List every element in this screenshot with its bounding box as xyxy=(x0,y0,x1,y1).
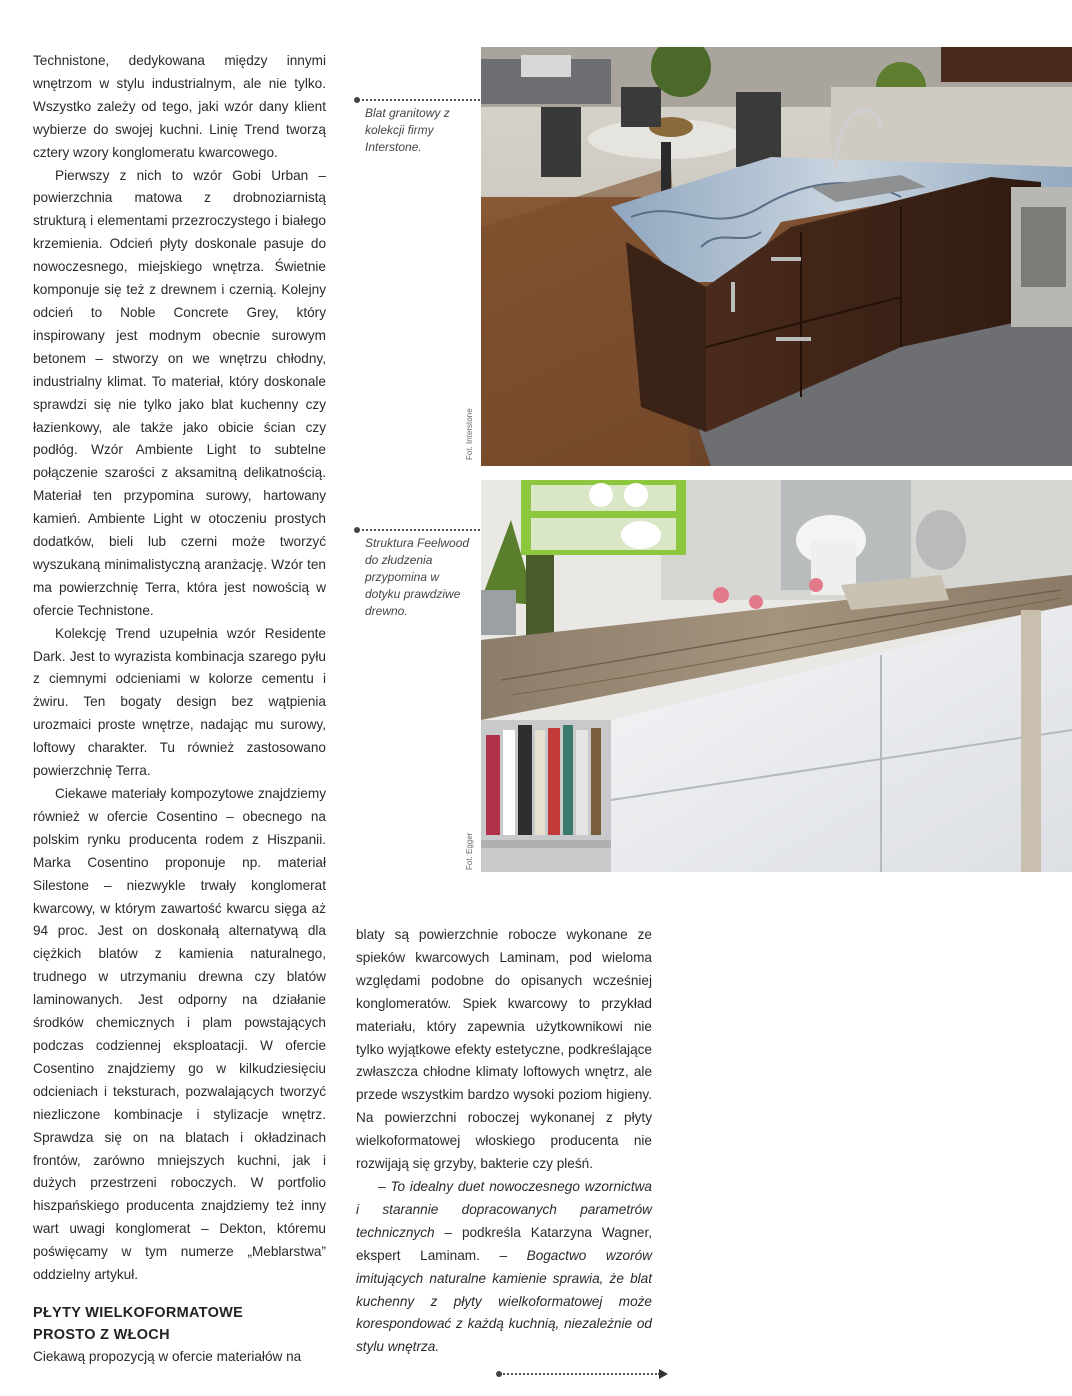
photo-credit: Fot. Egger xyxy=(465,832,474,870)
paragraph: Kolekcję Trend uzupełnia wzór Residente Dark. Jest to wyrazista kombinacja szarego pyłu z ciemnymi odcieniami w kolorze cementu i żwiru. Ten bogaty design bez wątpienia urozmaici proste wnętrze, nadając mu surowy, loftowy charakter. Tu również zastosowano powierzchnię Terra. xyxy=(33,625,326,779)
paragraph: Pierwszy z nich to wzór Gobi Urban – powierzchnia matowa z drobnoziarnistą strukturą i elementami przezroczystego i białego krzemienia. Odcień płyty doskonale pasuje do nowoczesnego, miejskiego wnętrza. Świetnie komponuje się też z drewnem i czernią. Kolejny odcień to Noble Concrete Grey, który inspirowany jest modnym obecnie surowym betonem – stworzy on we wnętrzu chłodny, industrialny klimat. To materiał, który doskonale sprawdzi się nie tylko jako blat kuchenny czy łazienkowy, ale także jako obicie ścian czy podłóg. Wzór Ambiente Light to subtelne połączenie szarości z aksamitną delikatnością. Materiał ten przypomina surowy, hartowany kamień. Ambiente Light w otoczeniu prostych dodatków, bieli lub czerni może tworzyć wyszukaną minimalistyczną aranżację. Wzór ten ma powierzchnię Terra, która jest nowością w ofercie Technistone. xyxy=(33,167,326,618)
quote-italic: To idealny duet nowoczesnego wzornictwa i starannie dopracowanych parametrów technicznych xyxy=(356,1178,652,1240)
photo-caption: Blat granitowy z kolekcji firmy Interstone. xyxy=(365,106,450,154)
photo-credit: Fot. Interstone xyxy=(465,408,474,460)
section-heading-line: PŁYTY WIELKOFORMATOWE xyxy=(33,1304,244,1321)
section-heading-line: PROSTO Z WŁOCH xyxy=(33,1326,170,1343)
continue-arrow xyxy=(500,1373,660,1375)
quote-dash: – xyxy=(378,1178,391,1194)
quote-italic: Bogactwo wzorów imitujących naturalne kamienie sprawia, że blat kuchenny z płyty wielkoformatowej może korespondować z każdą kuchnią, niezależnie od stylu wnętrza. xyxy=(356,1247,652,1355)
kitchen-granite-photo xyxy=(481,47,1072,466)
paragraph: Ciekawe materiały kompozytowe znajdziemy również w ofercie Cosentino – obecnego na polskim rynku producenta rodem z Hiszpanii. Marka Cosentino proponuje np. materiał Silestone – niezwykle trwały konglomerat kwarcowy, w którym zawartość kwarcu sięga aż 94 proc. Jest on doskonałą alternatywą dla ciężkich blatów z kamienia naturalnego, trudnego w utrzymaniu drewna czy blatów laminowanych. Jest odporny na działanie środków chemicznych i plam powstających podczas codziennej eksploatacji. W ofercie Cosentino znajdziemy go w kilkudziesięciu odcieniach i teksturach, pozwalających tworzyć niezliczone kombinacje i stylizacje wnętrz. Sprawdza się on na blatach i okładzinach frontów, zarówno mniejszych kuchni, jak i dużych przestrzeni roboczych. W portfolio hiszpańskiego producenta znajdziemy też inny wart uwagi konglomerat – Dekton, któremu poświęcamy w tym numerze „Meblarstwa” oddzielny artykuł. xyxy=(33,786,326,1283)
paragraph: Ciekawą propozycją w ofercie materiałów na xyxy=(33,1348,302,1364)
photo-caption: Struktura Feelwood do złudzenia przypomina w dotyku prawdziwe drewno. xyxy=(365,536,470,618)
paragraph: blaty są powierzchnie robocze wykonane ze spieków kwarcowych Laminam, pod wieloma względami podobne do opisanych wcześniej konglomeratów. Spiek kwarcowy to przykład materiału, który zapewnia użytkownikowi nie tylko wyjątkowe efekty estetyczne, podkreślające zwłaszcza chłodne klimaty loftowych wnętrz, ale przede wszystkim bardzo wysoki poziom higieny. Na powierzchni roboczej wykonanej z płyty wielkoformatowej włoskiego producenta nie rozwijają się grzyby, bakterie czy pleśń. xyxy=(356,927,652,1172)
caption-leader xyxy=(358,99,480,101)
quote-paragraph xyxy=(356,1176,652,1359)
kitchen-worktop-photo xyxy=(481,480,1072,872)
right-column xyxy=(356,924,652,1359)
paragraph: Technistone, dedykowana między innymi wnętrzom w stylu industrialnym, ale nie tylko. Wszystko zależy od tego, jaki wzór dany klient wybierze do swojej kuchni. Linię Trend tworzą cztery wzory konglomeratu kwarcowego. xyxy=(33,53,326,160)
quote-attribution: – podkreśla Katarzyna Wagner, ekspert Laminam. – xyxy=(356,1224,652,1263)
caption-leader xyxy=(358,529,480,531)
left-column xyxy=(33,50,326,1369)
section-heading xyxy=(33,1302,326,1346)
